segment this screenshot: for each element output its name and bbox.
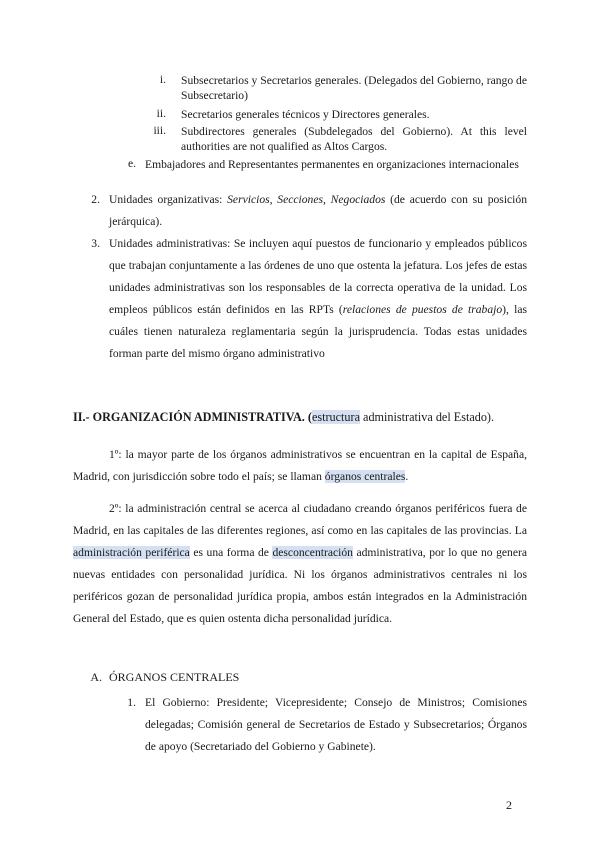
para2-post: administrativa, por lo que no genera nuevas entidades con personalidad jurídica. Ni los órganos administrativos centrales ni los periféricos gozan de personalidad jurídica propia, ambos están integrados en la Administración General del Estado, que es quien ostenta dicha personalidad jurídica. — [73, 546, 527, 625]
list-item-ii: Secretarios generales técnicos y Directores generales. — [181, 108, 430, 121]
list-item-e: Embajadores and Representantes permanentes en organizaciones internacionales — [145, 158, 519, 171]
list-item-3 — [109, 233, 527, 365]
list-item-i: Subsecretarios y Secretarios generales. (Delegados del Gobierno, rango de Subsecretario) — [181, 74, 527, 102]
subsection-marker: A. — [90, 670, 102, 684]
list-marker-iii: iii. — [153, 124, 166, 137]
list-item-2 — [109, 189, 527, 233]
item3-italic: relaciones de puestos de trabajo — [342, 303, 503, 316]
section-heading-text: II.- ORGANIZACIÓN ADMINISTRATIVA. ( — [73, 410, 312, 424]
list-marker-a1: 1. — [127, 696, 136, 709]
para2-highlight-2: desconcentración — [272, 546, 353, 559]
para1-pre: 1º: la mayor parte de los órganos administrativos se encuentran en la capital de España, Madrid, con jurisdicción sobre todo el país; se llaman — [73, 448, 527, 483]
section-heading-highlight: estructura — [311, 410, 360, 424]
para1-post: . — [405, 470, 409, 483]
item3-post: ), las cuáles tienen naturaleza reglamentaria según la jurisprudencia. Todas estas unidades forman parte del mismo órgano administrativo — [109, 303, 527, 360]
list-marker-ii: ii. — [156, 107, 166, 120]
section-heading — [73, 410, 533, 425]
list-item-a1: El Gobierno: Presidente; Vicepresidente; Consejo de Ministros; Comisiones delegadas; Comisión general de Secretarios de Estado y Subsecretarios; Órganos de apoyo (Secretariado del Gobierno y Gabinete). — [145, 696, 527, 753]
para2-highlight-1: administración periférica — [73, 546, 190, 559]
item2-lead: Unidades organizativas: — [109, 193, 228, 206]
section-heading-rest: administrativa del Estado). — [360, 410, 495, 424]
paragraph-1 — [73, 444, 527, 488]
page-number: 2 — [506, 798, 512, 812]
item2-rest: (de acuerdo con su posición jerárquica). — [109, 193, 527, 228]
para2-mid: es una forma de — [189, 546, 273, 559]
item3-pre: Unidades administrativas: Se incluyen aquí puestos de funcionario y empleados públicos que trabajan conjuntamente a las órdenes de uno que ostenta la jefatura. Los jefes de estas unidades administrativas son los responsables de la correcta operativa de la unidad. Los empleos públicos están definidos en las RPTs ( — [109, 237, 527, 316]
para2-pre: 2º: la administración central se acerca al ciudadano creando órganos periféricos fuera de Madrid, en las capitales de las diferentes regiones, así como en las capitales de las provincias. La — [73, 502, 527, 537]
subsection-title: ÓRGANOS CENTRALES — [109, 670, 240, 684]
list-marker-i: i. — [159, 73, 166, 86]
para1-highlight: órganos centrales — [324, 470, 406, 483]
paragraph-2 — [73, 498, 527, 630]
list-marker-e: e. — [127, 157, 136, 170]
item2-italic: Servicios, Secciones, Negociados — [227, 193, 386, 206]
list-item-iii: Subdirectores generales (Subdelegados del Gobierno). At this level authorities are not qualified as Altos Cargos. — [181, 125, 527, 153]
list-marker-2: 2. — [91, 193, 100, 206]
list-marker-3: 3. — [91, 237, 100, 250]
